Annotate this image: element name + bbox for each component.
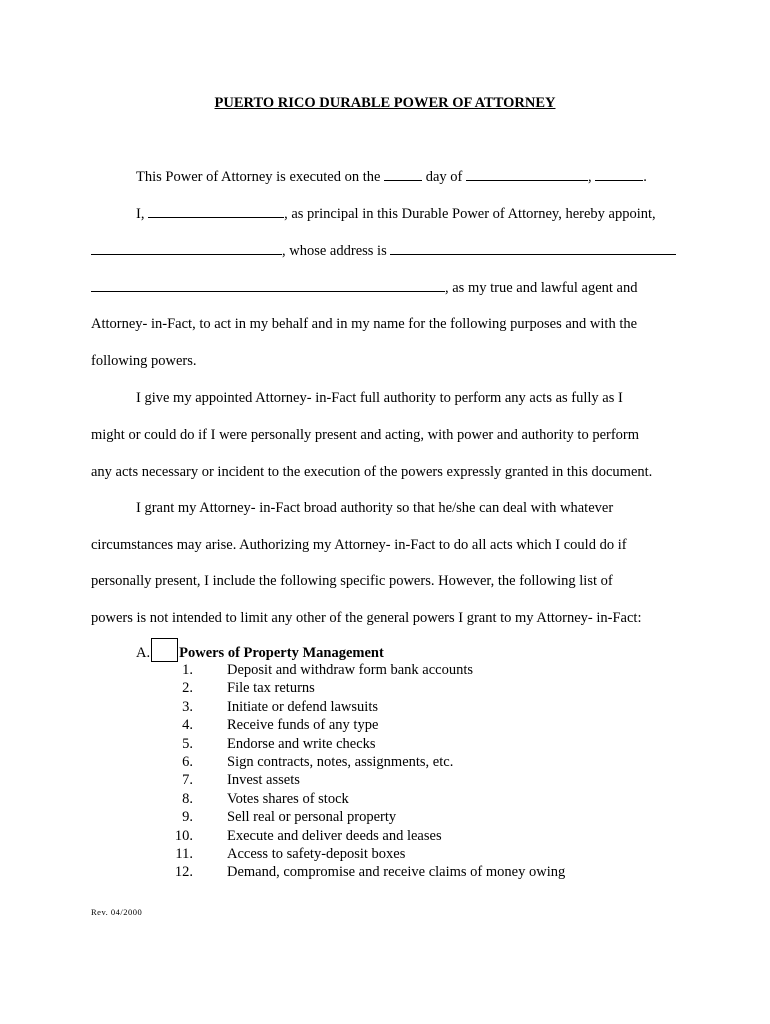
- period-text: .: [643, 169, 647, 185]
- agent-address-blank[interactable]: [390, 242, 676, 255]
- section-a-checkbox[interactable]: [151, 638, 178, 662]
- power-item-number: 9.: [182, 809, 193, 826]
- power-item-number: 11.: [175, 846, 193, 862]
- principal-name-blank[interactable]: [148, 205, 284, 218]
- document-title-text: PUERTO RICO DURABLE POWER OF ATTORNEY: [214, 95, 556, 111]
- power-item-number: 2.: [182, 680, 193, 697]
- agent-text: , as my true and lawful agent and: [445, 280, 638, 296]
- power-item-text: Execute and deliver deeds and leases: [227, 827, 442, 844]
- power-item-number: 4.: [182, 717, 193, 734]
- agent-line: [91, 242, 676, 260]
- power-item-text: Sell real or personal property: [227, 809, 397, 826]
- power-item-text: Receive funds of any type: [227, 717, 379, 734]
- body-line-5: Attorney- in-Fact, to act in my behalf and in my name for the following purposes and with the: [91, 316, 638, 332]
- power-item-text: Votes shares of stock: [227, 790, 349, 807]
- power-item-text: Deposit and withdraw form bank accounts: [227, 662, 474, 678]
- execution-date-text: This Power of Attorney is executed on the: [136, 169, 381, 185]
- day-blank[interactable]: [384, 168, 422, 181]
- power-item-text: Demand, compromise and receive claims of money owing: [227, 864, 566, 881]
- execution-date-line: [136, 168, 647, 186]
- power-item-number: 6.: [182, 754, 193, 770]
- day-of-text: day of: [425, 169, 463, 185]
- power-item-number: 3.: [182, 698, 193, 715]
- power-item-text: Sign contracts, notes, assignments, etc.: [227, 754, 454, 770]
- para3-line-4: powers is not intended to limit any other of the general powers I grant to my Attorney- in-Fact:: [91, 610, 642, 626]
- section-a-heading: [136, 638, 384, 662]
- power-item-text: Endorse and write checks: [227, 735, 376, 752]
- revision-footer: Rev. 04/2000: [91, 907, 143, 917]
- agent-address-line: [91, 279, 637, 297]
- section-a-letter: A.: [136, 645, 151, 661]
- para2-line-1: I give my appointed Attorney- in-Fact full authority to perform any acts as fully as I: [136, 390, 623, 406]
- power-item-text: Access to safety-deposit boxes: [227, 846, 406, 862]
- power-item-text: File tax returns: [227, 680, 315, 697]
- para2-line-2: might or could do if I were personally present and acting, with power and authority to perform: [91, 427, 640, 443]
- para3-line-2: circumstances may arise. Authorizing my Attorney- in-Fact to do all acts which I could do if: [91, 537, 627, 553]
- agent-name-blank[interactable]: [91, 242, 282, 255]
- month-blank[interactable]: [466, 168, 588, 181]
- address-text: , whose address is: [282, 243, 387, 259]
- power-item-number: 10.: [174, 827, 193, 844]
- document-title: [0, 95, 770, 112]
- para3-line-1: I grant my Attorney- in-Fact broad authority so that he/she can deal with whatever: [136, 500, 614, 516]
- year-blank[interactable]: [595, 168, 643, 181]
- power-item-number: 7.: [182, 772, 193, 789]
- comma-text: ,: [587, 169, 592, 185]
- power-item-text: Initiate or defend lawsuits: [227, 698, 378, 715]
- principal-prefix: I,: [136, 206, 145, 222]
- section-a-title: Powers of Property Management: [179, 645, 384, 661]
- para3-line-3: personally present, I include the following specific powers. However, the following list of: [91, 573, 613, 589]
- para2-line-3: any acts necessary or incident to the execution of the powers expressly granted in this document.: [91, 464, 653, 480]
- body-line-6: following powers.: [91, 353, 197, 369]
- power-item-text: Invest assets: [227, 772, 300, 789]
- power-item-number: 8.: [182, 790, 193, 807]
- power-item-number: 5.: [182, 735, 193, 752]
- principal-line: [136, 205, 656, 223]
- power-item-number: 12.: [174, 864, 193, 881]
- principal-text: , as principal in this Durable Power of Attorney, hereby appoint,: [284, 206, 656, 222]
- power-item-number: 1.: [182, 662, 193, 678]
- agent-address-blank-2[interactable]: [91, 279, 445, 292]
